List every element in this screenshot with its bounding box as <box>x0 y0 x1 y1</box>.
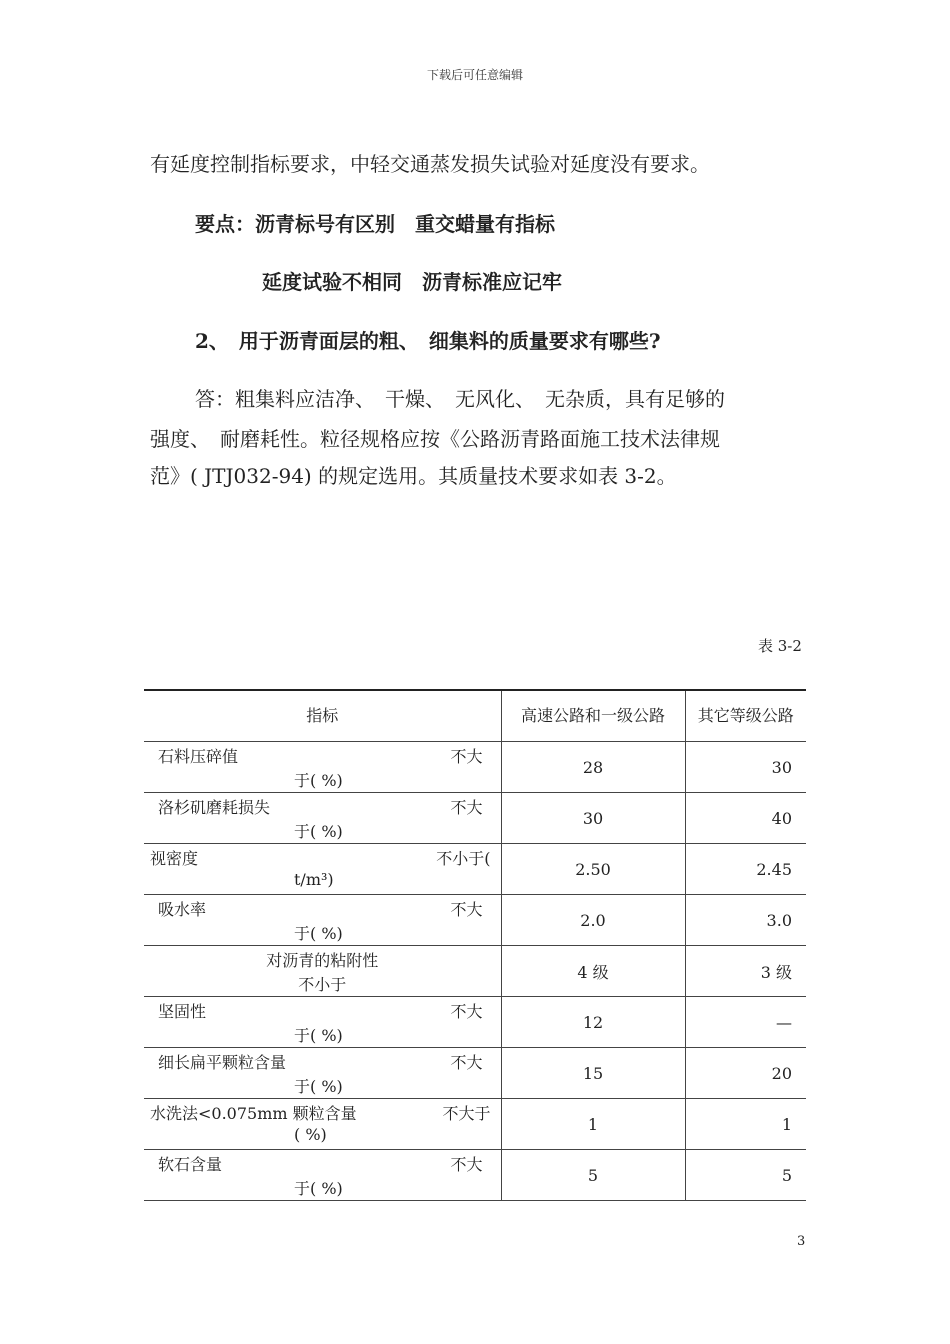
row-condition: 不大 <box>450 1002 483 1021</box>
row-unit: 于( %) <box>294 1077 343 1096</box>
header-other-label: 其它等级公路 <box>697 706 794 725</box>
row-unit: 于( %) <box>294 771 343 790</box>
row-condition: 不大 <box>450 1053 483 1072</box>
row-indicator-cell <box>144 1048 501 1099</box>
row-highway-value: 4 级 <box>501 946 685 997</box>
row-unit: 于( %) <box>294 924 343 943</box>
table-header-row <box>144 690 806 742</box>
answer-line-2: 强度、 耐磨耗性。粒径规格应按《公路沥青路面施工技术法律规 <box>150 427 720 451</box>
row-highway-value: 5 <box>501 1150 685 1201</box>
row-other-value: 40 <box>685 793 806 844</box>
row-indicator-cell <box>144 946 501 997</box>
row-indicator-name: 坚固性 <box>158 1002 207 1021</box>
answer-line-3: 范》( JTJ032-94) 的规定选用。其质量技术要求如表 3-2。 <box>150 464 677 488</box>
row-other-value: — <box>685 997 806 1048</box>
header-other <box>685 690 806 742</box>
row-indicator-name: 石料压碎值 <box>158 747 239 766</box>
table-row <box>144 742 806 793</box>
row-condition: 不大 <box>450 798 483 817</box>
row-indicator-name: 水洗法<0.075mm 颗粒含量 <box>150 1104 357 1123</box>
row-condition: 不大 <box>450 747 483 766</box>
row-condition: 不大 <box>450 900 483 919</box>
row-highway-value: 12 <box>501 997 685 1048</box>
table-caption: 表 3-2 <box>758 637 802 655</box>
row-highway-value: 28 <box>501 742 685 793</box>
row-other-value: 3 级 <box>685 946 806 997</box>
row-other-value: 5 <box>685 1150 806 1201</box>
row-indicator-name: 软石含量 <box>158 1155 223 1174</box>
row-indicator-cell <box>144 844 501 895</box>
header-indicator: 指标 <box>144 690 501 742</box>
row-other-value: 20 <box>685 1048 806 1099</box>
row-other-value: 30 <box>685 742 806 793</box>
page-header: 下载后可任意编辑 <box>426 68 523 82</box>
key-points-line-1: 要点：沥青标号有区别 重交蜡量有指标 <box>195 212 555 236</box>
row-indicator-cell <box>144 997 501 1048</box>
table-row <box>144 793 806 844</box>
row-condition: 不大于 <box>442 1104 491 1123</box>
header-highway: 高速公路和一级公路 <box>501 690 685 742</box>
row-unit: 不小于 <box>298 975 347 994</box>
row-unit: 于( %) <box>294 822 343 841</box>
row-highway-value: 1 <box>501 1099 685 1150</box>
row-other-value: 1 <box>685 1099 806 1150</box>
row-highway-value: 2.0 <box>501 895 685 946</box>
table-row <box>144 1048 806 1099</box>
table-row <box>144 1150 806 1201</box>
row-indicator-cell <box>144 895 501 946</box>
row-indicator-cell <box>144 1099 501 1150</box>
row-indicator-cell <box>144 1150 501 1201</box>
row-unit: 于( %) <box>294 1026 343 1045</box>
row-unit: t/m³) <box>294 870 334 889</box>
table-row <box>144 1099 806 1150</box>
table-row <box>144 895 806 946</box>
row-indicator-name: 视密度 <box>150 849 199 868</box>
row-other-value: 3.0 <box>685 895 806 946</box>
row-unit: ( %) <box>294 1125 327 1144</box>
row-highway-value: 2.50 <box>501 844 685 895</box>
row-condition: 不小于( <box>436 849 491 868</box>
row-indicator-name: 吸水率 <box>158 900 207 919</box>
table-row <box>144 844 806 895</box>
row-highway-value: 30 <box>501 793 685 844</box>
row-indicator-name: 细长扁平颗粒含量 <box>158 1053 287 1072</box>
page-number: 3 <box>797 1234 806 1249</box>
paragraph-continuation: 有延度控制指标要求，中轻交通蒸发损失试验对延度没有要求。 <box>150 152 710 176</box>
row-indicator-cell <box>144 742 501 793</box>
row-highway-value: 15 <box>501 1048 685 1099</box>
row-indicator-name: 对沥青的粘附性 <box>266 951 379 970</box>
row-condition: 不大 <box>450 1155 483 1174</box>
table-row <box>144 946 806 997</box>
row-other-value: 2.45 <box>685 844 806 895</box>
row-indicator-name: 洛杉矶磨耗损失 <box>158 798 271 817</box>
row-indicator-cell <box>144 793 501 844</box>
row-unit: 于( %) <box>294 1179 343 1198</box>
table-row <box>144 997 806 1048</box>
quality-requirements-table <box>144 689 806 1201</box>
answer-line-1: 答：粗集料应洁净、 干燥、 无风化、 无杂质，具有足够的 <box>195 387 725 411</box>
key-points-line-2: 延度试验不相同 沥青标准应记牢 <box>262 270 562 294</box>
question-heading: 2、 用于沥青面层的粗、 细集料的质量要求有哪些? <box>195 329 661 353</box>
